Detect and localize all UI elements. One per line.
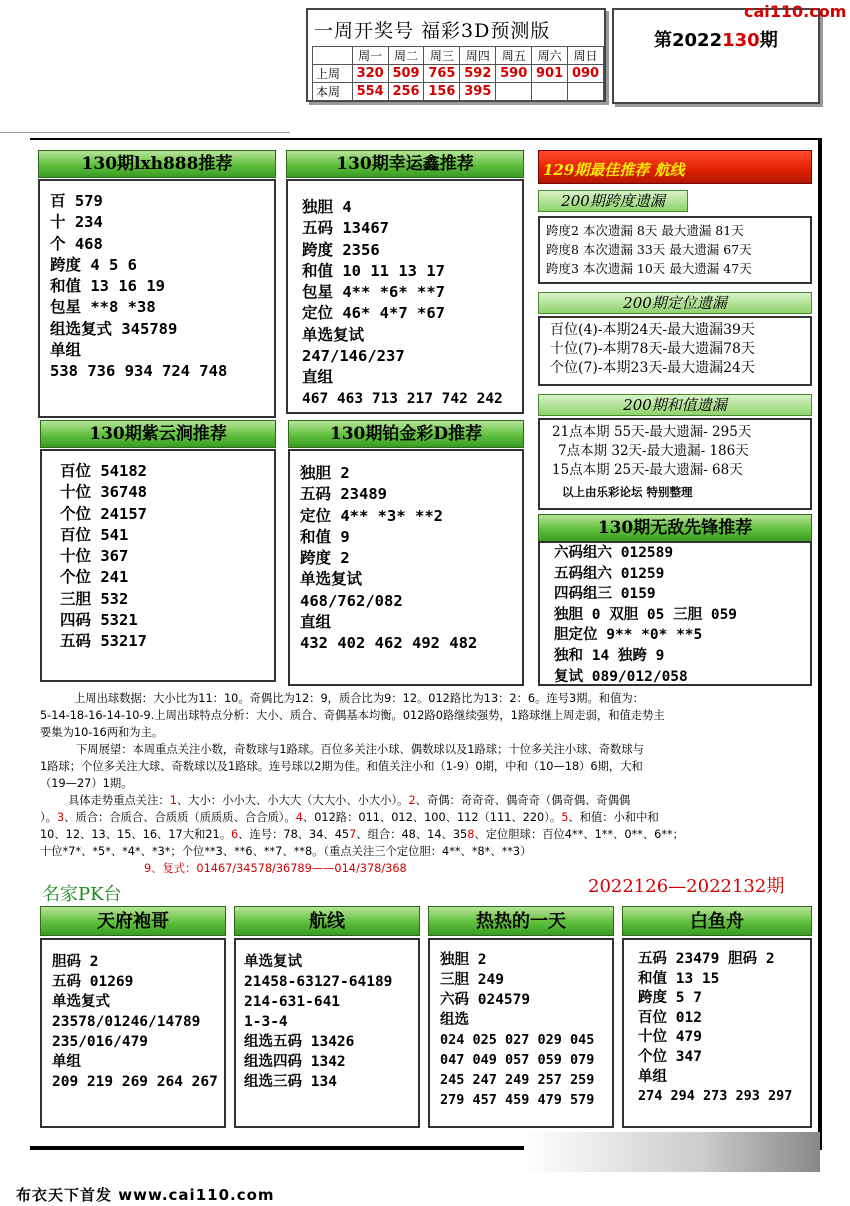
pk-title: 名家PK台 — [42, 884, 122, 905]
divider — [0, 132, 290, 133]
span-miss-rows: 跨度2 本次遗漏 8天 最大遗漏 81天 跨度8 本次遗漏 33天 最大遗漏 67天 跨度3 本次遗漏 10天 最大遗漏 47天 — [538, 216, 812, 284]
panel-wudixianfeng — [538, 514, 812, 686]
panel-hangxian — [234, 906, 420, 1128]
day-header: 周日 — [568, 47, 604, 65]
panel-body: 五码 23479 胆码 2 和值 13 15 跨度 5 7 百位 012 十位 479 个位 347 单组 274 294 273 293 297 — [622, 938, 812, 1128]
panel-baiyuzhou — [622, 906, 812, 1128]
panel-body: 独胆 2 五码 23489 定位 4** *3* **2 和值 9 跨度 2 单选复试 468/762/082 直组 432 402 462 492 482 — [288, 449, 524, 686]
panel-body: 百位 54182 十位 36748 个位 24157 百位 541 十位 367 个位 241 三胆 532 四码 5321 五码 53217 — [40, 449, 276, 682]
sum-miss-rows: 21点本期 55天-最大遗漏- 295天 7点本期 32天-最大遗漏- 186天 15点本期 25天-最大遗漏- 68天 以上由乐彩论坛 特别整理 — [538, 418, 812, 510]
day-header: 周六 — [532, 47, 568, 65]
panel-title: 天府袍哥 — [40, 906, 226, 936]
analysis-text: 上周出球数据：大小比为11：10。奇偶比为12：9，质合比为9：12。012路比为13：2：6。连号3期。和值为： 5-14-18-16-14-10-9.上周出球特点分析：大小、质合、奇偶基本均衡。012路0路继续强势，1路球继上周走弱，和值走势主 要集为10-16两和为主。 下周展望：本周重点关注小数，奇数球与1路球。百位多关注小球、偶数球以及1路球；十位多关注小球、奇数球与 1路球；个位多关注大球、奇数球以及1路球。连号球以2期为佳。和值关注小和（1-9）0期，中和（10—18）6期，大和 （19—27）1期。 具体走势重点关注：1、大小：小小大、小大大（大大小、小大小）。2、奇偶：奇奇奇、偶奇奇（偶奇偶、奇偶偶 ）。3、质合：合质合、合质质（质质质、合合质）。4、012路：011、012、100、112（111、220）。5、和值：小和中和 10、12、13、15、16、17大和21。6、连号：78、34、457、组合：48、14、358、定位胆球：百位4**、1**、0**、6**； 十位*7*、*5*、*4*、*3*；个位**3、**6、**7、**8。（重点关注三个定位胆：4**、*8*、**3） 9、复式：01467/34578/36789——014/378/368 — [40, 692, 684, 875]
panel-body: 胆码 2 五码 01269 单选复式 23578/01246/14789 235/016/479 单组 209 219 269 264 267 — [40, 938, 226, 1128]
panel-title: 热热的一天 — [428, 906, 614, 936]
day-header: 周三 — [424, 47, 460, 65]
weekly-draw-box — [306, 8, 606, 102]
panel-title: 130期无敌先锋推荐 — [538, 514, 812, 542]
panel-body: 百 579 十 234 个 468 跨度 4 5 6 和值 13 16 19 包星 **8 *38 组选复式 345789 单组 538 736 934 724 748 — [38, 179, 276, 418]
day-header: 周五 — [496, 47, 532, 65]
panel-ziyunjian — [40, 420, 276, 682]
issue-range: 2022126—2022132期 — [588, 876, 785, 897]
day-header: 周二 — [388, 47, 424, 65]
panel-rerede-yitian — [428, 906, 614, 1128]
panel-lxh888 — [38, 150, 276, 418]
weekly-title: 一周开奖号 福彩3D预测版 — [314, 20, 551, 42]
panel-title: 130期紫云涧推荐 — [40, 420, 276, 448]
position-miss-rows: 百位(4)-本期24天-最大遗漏39天 十位(7)-本期78天-最大遗漏78天 个位(7)-本期23天-最大遗漏24天 — [538, 316, 812, 386]
panel-title: 白鱼舟 — [622, 906, 812, 936]
this-week-row: 本周 554 256 156 395 — [313, 83, 604, 101]
position-miss-title: 200期定位遗漏 — [538, 292, 812, 314]
span-miss-title: 200期跨度遗漏 — [538, 190, 688, 212]
footer-source[interactable]: 布衣天下首发 www.cai110.com — [16, 1186, 275, 1204]
issue-box — [612, 8, 820, 104]
panel-bojincaid — [288, 420, 524, 686]
panel-body: 六码组六 012589 五码组六 01259 四码组三 0159 独胆 0 双胆 05 三胆 059 胆定位 9** *0* **5 独和 14 独跨 9 复试 089/012/058 — [538, 541, 812, 686]
panel-body: 独胆 2 三胆 249 六码 024579 组选 024 025 027 029 045 047 049 057 059 079 245 247 249 257 259 279 457 459 479 579 — [428, 938, 614, 1128]
issue-number: 第2022130期 — [654, 30, 778, 51]
panel-title: 130期铂金彩D推荐 — [288, 420, 524, 448]
panel-title: 130期幸运鑫推荐 — [286, 150, 524, 178]
site-logo-top[interactable]: cai110.com — [744, 2, 847, 21]
best-recommend-header: 129期最佳推荐 航线 — [538, 150, 812, 184]
panel-title: 130期lxh888推荐 — [38, 150, 276, 178]
day-header: 周一 — [352, 47, 388, 65]
panel-title: 航线 — [234, 906, 420, 936]
last-week-row: 上周 320 509 765 592 590 901 090 — [313, 65, 604, 83]
sum-miss-title: 200期和值遗漏 — [538, 394, 812, 416]
miss-stats-panel — [538, 186, 812, 512]
panel-body: 独胆 4 五码 13467 跨度 2356 和值 10 11 13 17 包星 4** *6* **7 定位 46* 4*7 *67 单选复试 247/146/237 直组 467 463 713 217 742 242 — [286, 179, 524, 414]
panel-tianfupaoge — [40, 906, 226, 1128]
weekly-table — [312, 46, 604, 101]
credit-text: 以上由乐彩论坛 特别整理 — [562, 485, 693, 499]
panel-body: 单选复试 21458-63127-64189 214-631-641 1-3-4 组选五码 13426 组选四码 1342 组选三码 134 — [234, 938, 420, 1128]
panel-xingyunxin — [286, 150, 524, 414]
day-header: 周四 — [460, 47, 496, 65]
bottom-shadow-bar — [524, 1132, 820, 1172]
